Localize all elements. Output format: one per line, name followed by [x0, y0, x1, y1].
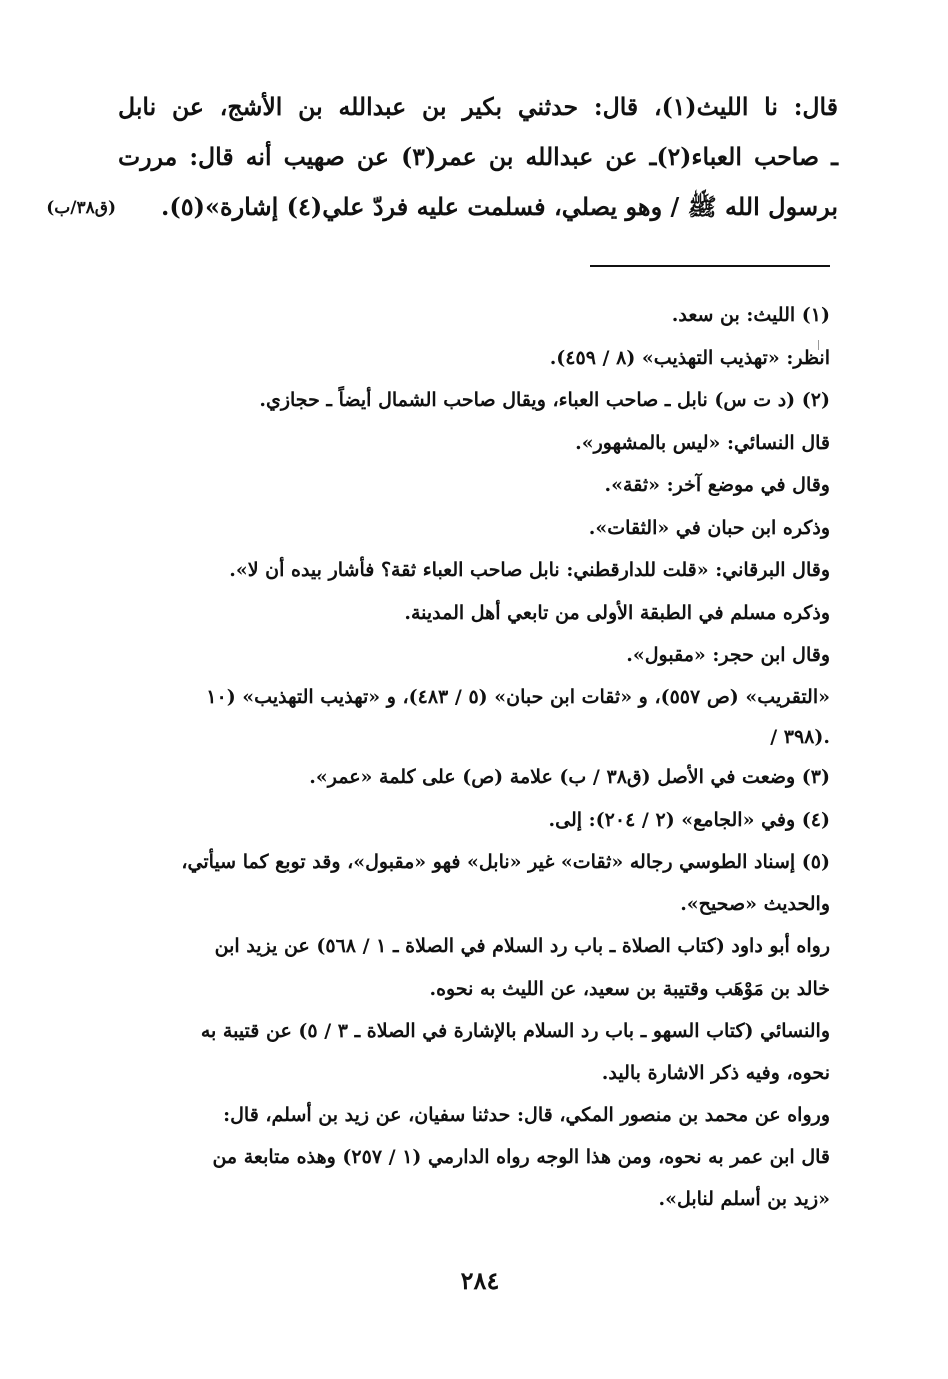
footnote-line: والنسائي (كتاب السهو ـ باب رد السلام بالإشارة في الصلاة ـ ٣ / ٥) عن قتيبة به — [200, 1020, 830, 1042]
footnote-line: خالد بن مَوْهَب وقتيبة بن سعيد، عن الليث به نحوه. — [429, 978, 830, 1000]
footnote-1: (١) الليث: بن سعد. — [671, 304, 830, 326]
footnote-line: والحديث «صحيح». — [680, 893, 830, 915]
main-text-line-1: قال: نا الليث(١)، قال: حدثني بكير بن عبدالله بن الأشج، عن نابل — [118, 92, 838, 121]
footnote-2: (٢) (د ت س) نابل ـ صاحب العباء، ويقال صاحب الشمال أيضاً ـ حجازي. — [259, 389, 830, 411]
footnote-line: نحوه، وفيه ذكر الاشارة باليد. — [601, 1062, 830, 1084]
footnote-line: ورواه عن محمد بن منصور المكي، قال: حدثنا سفيان، عن زيد بن أسلم، قال: — [223, 1104, 830, 1126]
footnote-line: وقال البرقاني: «قلت للدارقطني: نابل صاحب العباء ثقة؟ فأشار بيده أن لا». — [229, 559, 830, 581]
footnote-line: قال النسائي: «ليس بالمشهور». — [575, 432, 830, 454]
footnote-5: (٥) إسناد الطوسي رجاله «ثقات» غير «نابل» فهو «مقبول»، وقد توبع كما سيأتي، — [181, 851, 830, 873]
footnote-line: وذكره مسلم في الطبقة الأولى من تابعي أهل المدينة. — [404, 602, 830, 624]
footnote-3: (٣) وضعت في الأصل (ق٣٨ / ب) علامة (ص) على كلمة «عمر». — [309, 766, 830, 788]
footnote-line: «التقريب» (ص ٥٥٧)، و «ثقات ابن حبان» (٥ / ٤٨٣)، و «تهذيب التهذيب» (١٠ — [206, 686, 830, 708]
footnote-line: انظر: «تهذيب التهذيب» (٨ / ٤٥٩). — [549, 347, 830, 369]
footnote-separator — [590, 265, 830, 267]
footnote-4: (٤) وفي «الجامع» (٢ / ٢٠٤): إلى. — [548, 809, 830, 831]
footnote-line: وقال ابن حجر: «مقبول». — [626, 644, 830, 666]
page-number: ٢٨٤ — [460, 1266, 500, 1295]
main-text-line-2: ـ صاحب العباء(٢)ـ عن عبدالله بن عمر(٣) عن صهيب أنه قال: مررت — [118, 142, 839, 171]
footnote-line: وذكره ابن حبان في «الثقات». — [588, 517, 830, 539]
footnote-line: «زيد بن أسلم لنابل». — [658, 1188, 830, 1210]
footnote-line: رواه أبو داود (كتاب الصلاة ـ باب رد السلام في الصلاة ـ ١ / ٥٦٨) عن يزيد ابن — [214, 935, 830, 957]
folio-margin-note: (ق٣٨/ب) — [46, 198, 116, 218]
footnote-line: قال ابن عمر به نحوه، ومن هذا الوجه رواه الدارمي (١ / ٢٥٧) وهذه متابعة من — [212, 1146, 830, 1168]
footnote-line: وقال في موضع آخر: «ثقة». — [604, 474, 830, 496]
footnote-line: / ٣٩٨). — [770, 726, 830, 748]
main-text-line-3: برسول الله ﷺ / وهو يصلي، فسلمت عليه فردّ علي(٤) إشارة»(٥). — [161, 192, 838, 221]
